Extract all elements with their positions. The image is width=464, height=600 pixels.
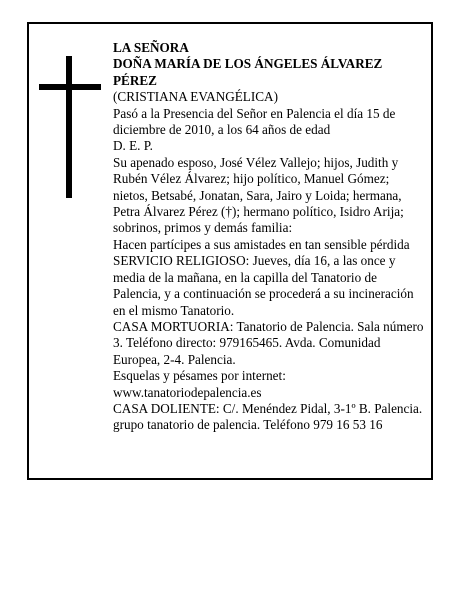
grieving-house-info: CASA DOLIENTE: C/. Menéndez Pidal, 3-1º B. Palencia. [113,400,423,416]
notice-text [113,40,427,434]
deceased-name: DOÑA MARÍA DE LOS ÁNGELES ÁLVAREZ PÉREZ [113,56,383,88]
faith-line: (CRISTIANA EVANGÉLICA) [113,89,278,105]
online-condolences: Esquelas y pésames por internet: www.tanatoriodepalencia.es [113,368,286,400]
death-statement: Pasó a la Presencia del Señor en Palencia el día 15 de diciembre de 2010, a los 64 años de edad [113,105,396,138]
family-list: Su apenado esposo, José Vélez Vallejo; hijos, Judith y Rubén Vélez Álvarez; hijo político, Manuel Gómez; nietos, Betsabé, Jonatan, Sara, Jairo y Loida; hermana, Petra Álvarez Pérez (†); hermano político, Isidro Arija; sobrinos, primos y demás familia: [113,154,404,236]
announcement-line: Hacen partícipes a sus amistades en tan sensible pérdida [113,236,410,252]
funeral-home-info: CASA MORTUORIA: Tanatorio de Palencia. Sala número 3. Teléfono directo: 979165465. Avda. Comunidad Europea, 2-4. Palencia. [113,318,424,367]
notice-title: LA SEÑORA [113,40,189,55]
cross-icon [39,56,101,198]
service-info: SERVICIO RELIGIOSO: Jueves, día 16, a las once y media de la mañana, en la capilla del Tanatorio de Palencia, y a continuación se procederá a su incineración en el mismo Tanatorio. [113,253,414,318]
obituary-notice [27,22,433,480]
rip-line: D. E. P. [113,138,153,154]
footer-line: grupo tanatorio de palencia. Teléfono 979 16 53 16 [113,417,383,433]
